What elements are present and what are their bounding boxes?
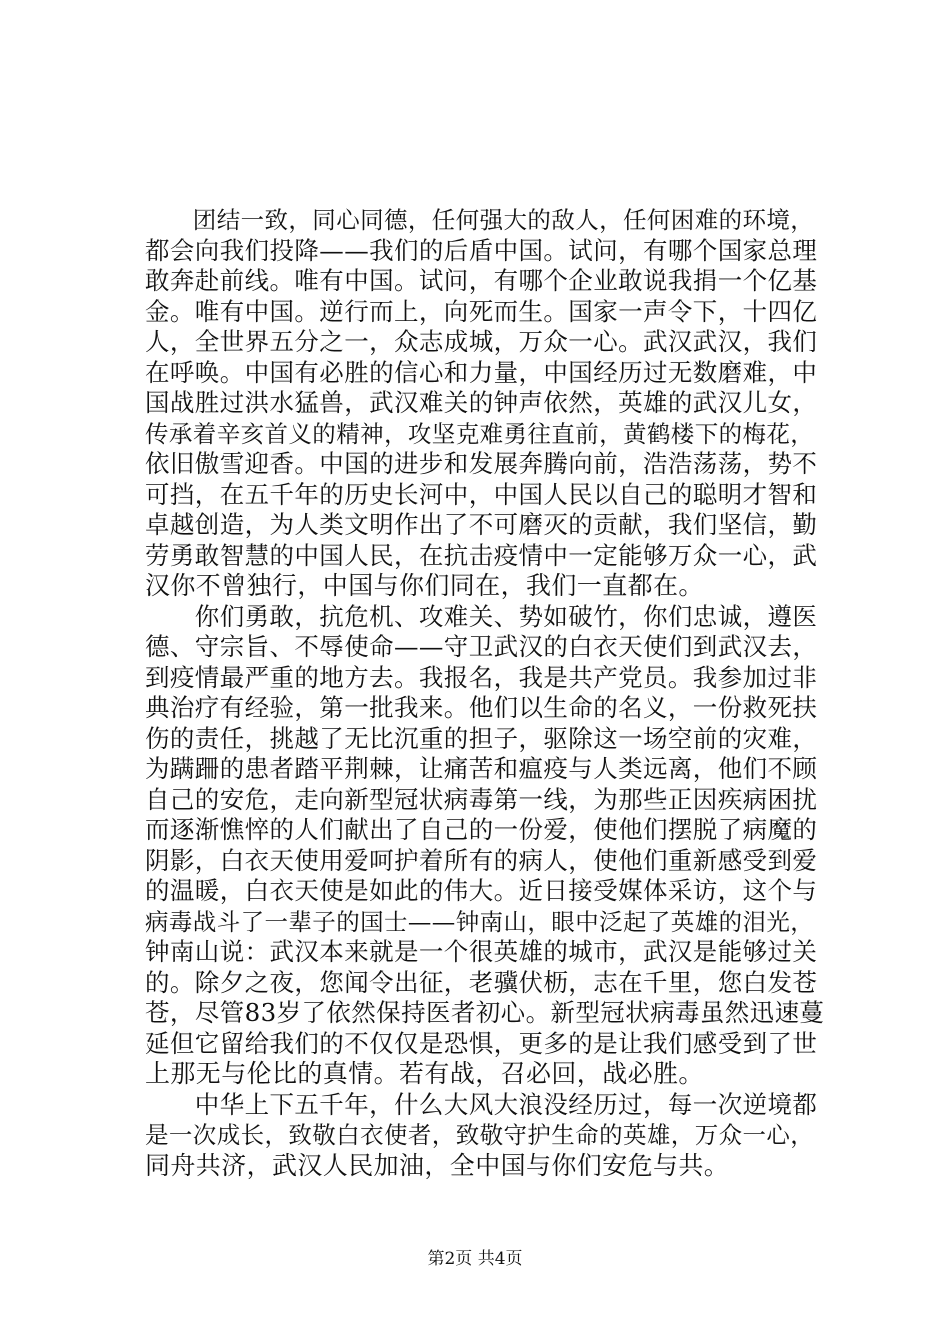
text-line: 的。除夕之夜，您闻令出征，老骥伏枥，志在千里，您白发苍: [145, 967, 818, 997]
text-line: 你们勇敢，抗危机、攻难关、势如破竹，你们忠诚，遵医: [145, 601, 818, 631]
text-line: 都会向我们投降——我们的后盾中国。试问，有哪个国家总理: [145, 235, 818, 265]
text-line: 典治疗有经验，第一批我来。他们以生命的名义，一份救死扶: [145, 693, 818, 722]
text-line: 病毒战斗了一辈子的国士——钟南山，眼中泛起了英雄的泪光，: [145, 907, 815, 936]
text-line: 传承着辛亥首义的精神，攻坚克难勇往直前，黄鹤楼下的梅花，: [145, 419, 815, 448]
text-line: 依旧傲雪迎香。中国的进步和发展奔腾向前，浩浩荡荡，势不: [145, 449, 818, 478]
text-line: 卓越创造，为人类文明作出了不可磨灭的贡献，我们坚信，勤: [145, 510, 818, 539]
text-line: 人，全世界五分之一，众志成城，万众一心。武汉武汉，我们: [145, 327, 818, 356]
text-line: 伤的责任，挑越了无比沉重的担子，驱除这一场空前的灾难，: [145, 723, 818, 753]
text-line: 金。唯有中国。逆行而上，向死而生。国家一声令下，十四亿: [145, 296, 818, 326]
text-line: 苍，尽管83岁了依然保持医者初心。新型冠状病毒虽然迅速蔓: [145, 998, 825, 1027]
text-line: 在呼唤。中国有必胜的信心和力量，中国经历过无数磨难，中: [145, 357, 818, 387]
text-line: 钟南山说：武汉本来就是一个很英雄的城市，武汉是能够过关: [145, 937, 818, 966]
text-line: 延但它留给我们的不仅仅是恐惧，更多的是让我们感受到了世: [145, 1028, 818, 1058]
text-line: 中华上下五千年，什么大风大浪没经历过，每一次逆境都: [145, 1089, 818, 1119]
text-line: 阴影，白衣天使用爱呵护着所有的病人，使他们重新感受到爱: [145, 845, 818, 875]
page-footer: 第2页 共4页: [427, 1249, 523, 1269]
text-line: 是一次成长，致敬白衣使者，致敬守护生命的英雄，万众一心，: [145, 1121, 815, 1149]
text-line: 而逐渐憔悴的人们献出了自己的一份爱，使他们摆脱了病魔的: [145, 815, 818, 844]
text-line: 同舟共济，武汉人民加油，全中国与你们安危与共。: [145, 1150, 730, 1180]
text-line: 团结一致，同心同德，任何强大的敌人，任何困难的环境，: [145, 206, 815, 234]
text-line: 德、守宗旨、不辱使命——守卫武汉的白衣天使们到武汉去，: [145, 632, 818, 661]
text-line: 可挡，在五千年的历史长河中，中国人民以自己的聪明才智和: [145, 479, 818, 509]
text-line: 国战胜过洪水猛兽，武汉难关的钟声依然，英雄的武汉儿女，: [145, 388, 818, 417]
text-line: 敢奔赴前线。唯有中国。试问，有哪个企业敢说我捐一个亿基: [145, 266, 818, 295]
text-line: 到疫情最严重的地方去。我报名，我是共产党员。我参加过非: [145, 662, 818, 692]
text-line: 自己的安危，走向新型冠状病毒第一线，为那些正因疾病困扰: [145, 784, 818, 814]
text-line: 为蹒跚的患者踏平荆棘，让痛苦和瘟疫与人类远离，他们不顾: [145, 754, 818, 783]
text-line: 劳勇敢智慧的中国人民，在抗击疫情中一定能够万众一心，武: [145, 540, 818, 570]
text-line: 的温暖，白衣天使是如此的伟大。近日接受媒体采访，这个与: [145, 876, 818, 905]
text-line: 汉你不曾独行，中国与你们同在，我们一直都在。: [145, 571, 704, 600]
text-line: 上那无与伦比的真情。若有战，召必回，战必胜。: [145, 1059, 704, 1088]
body-text: [145, 205, 825, 1181]
